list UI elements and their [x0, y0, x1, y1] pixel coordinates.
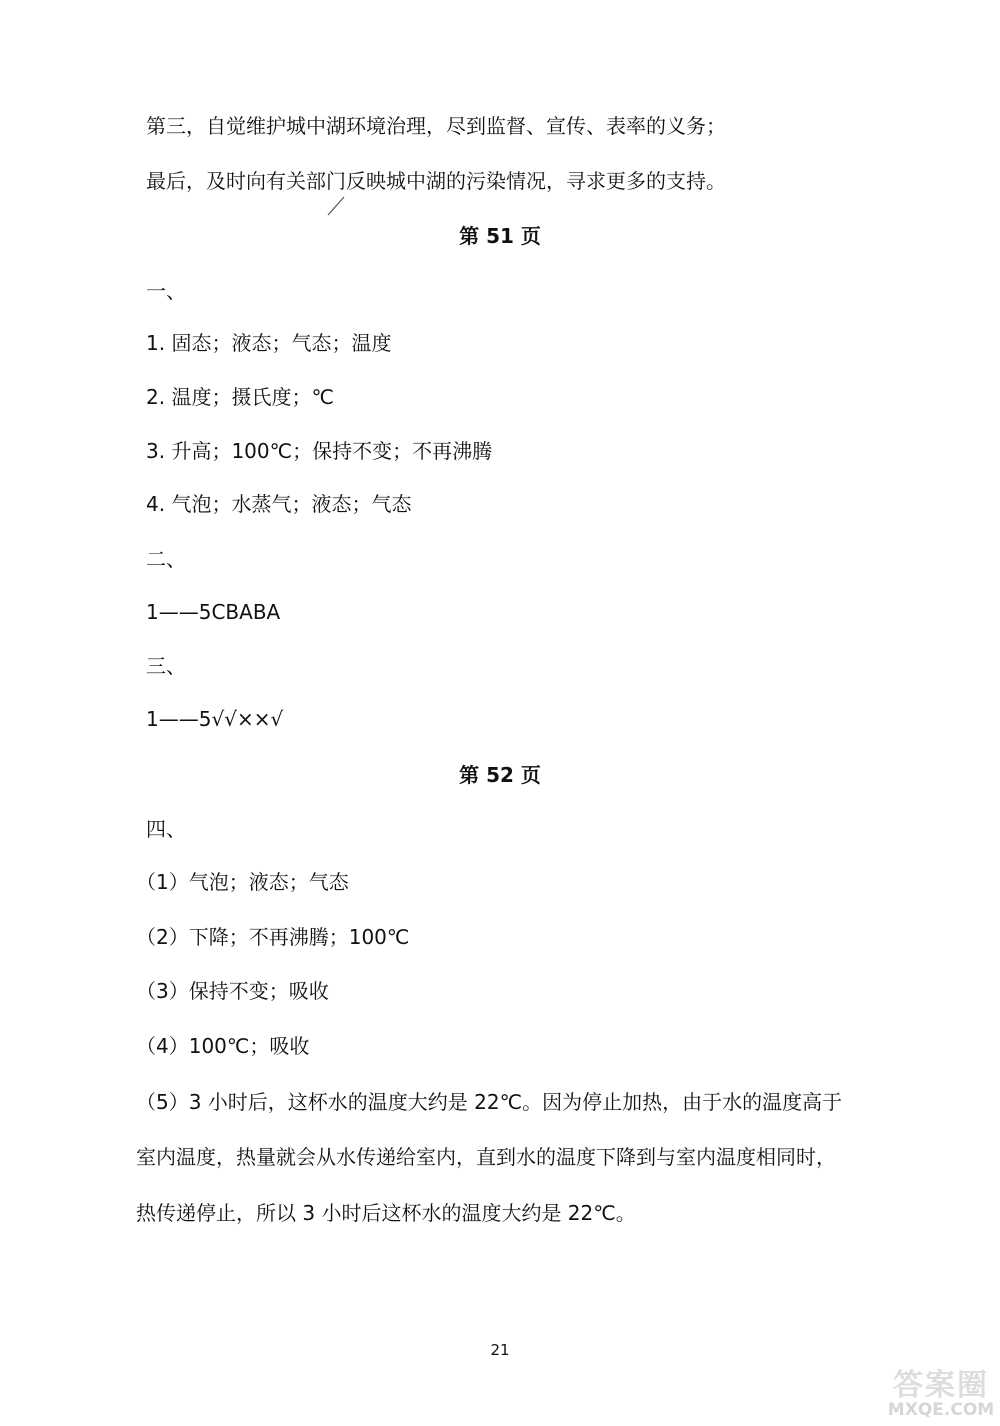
answer-item-2: 2. 温度；摄氏度；℃ [146, 385, 334, 409]
watermark-logo [885, 1360, 997, 1424]
question-5-answer-line-2: 室内温度，热量就会从水传递给室内，直到水的温度下降到与室内温度相同时， [136, 1145, 836, 1169]
paragraph-line-finally: 最后，及时向有关部门反映城中湖的污染情况，寻求更多的支持。 [146, 169, 726, 193]
question-5-answer-line-3: 热传递停止，所以 3 小时后这杯水的温度大约是 22℃。 [136, 1201, 636, 1225]
section-one-label: 一、 [146, 279, 186, 303]
question-3-answer: （3）保持不变；吸收 [136, 979, 329, 1003]
paragraph-line-third: 第三，自觉维护城中湖环境治理，尽到监督、宣传、表率的义务； [146, 114, 726, 138]
answer-item-3: 3. 升高；100℃；保持不变；不再沸腾 [146, 439, 493, 463]
question-5-answer-line-1: （5）3 小时后，这杯水的温度大约是 22℃。因为停止加热，由于水的温度高于 [136, 1090, 843, 1114]
answer-item-4: 4. 气泡；水蒸气；液态；气态 [146, 492, 412, 516]
section-four-label: 四、 [146, 817, 186, 841]
pen-stroke-mark [326, 195, 346, 217]
section-two-label: 二、 [146, 547, 186, 571]
answer-item-1: 1. 固态；液态；气态；温度 [146, 331, 392, 355]
section-two-answers: 1——5CBABA [146, 600, 281, 624]
watermark-top-text: 答案圈 [893, 1368, 989, 1403]
page-51-heading: 第 51 页 [459, 224, 541, 248]
page-number: 21 [490, 1341, 510, 1359]
watermark-bottom-text: MXQE.COM [887, 1400, 995, 1420]
section-three-label: 三、 [146, 654, 186, 678]
page-52-heading: 第 52 页 [459, 763, 541, 787]
section-three-answers: 1——5√√××√ [146, 707, 284, 731]
question-2-answer: （2）下降；不再沸腾；100℃ [136, 925, 410, 949]
question-1-answer: （1）气泡；液态；气态 [136, 870, 349, 894]
question-4-answer: （4）100℃；吸收 [136, 1034, 310, 1058]
